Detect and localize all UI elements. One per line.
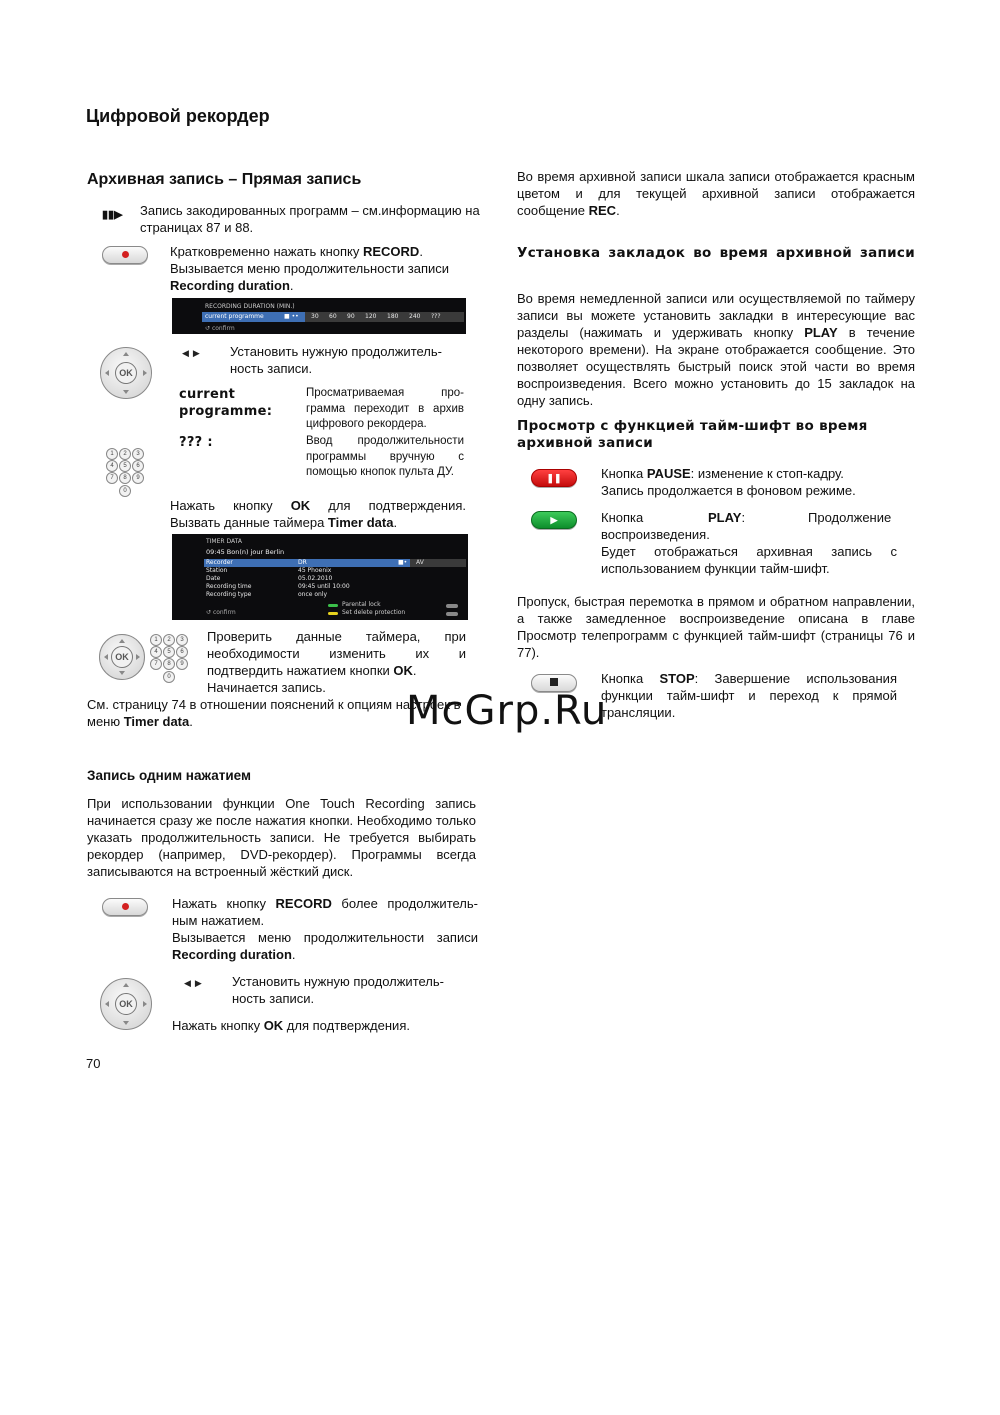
arrow-note-icon: ▮▮▶ — [102, 209, 123, 221]
one-touch-paragraph: При использовании функции One Touch Recording запись начинается сразу же после нажатия кнопки. Необходимо только указать продолжительность записи. Не требуется выбирать рекордер (например, DVD-рекордер). Программы всегда записываются на встроенный жёсткий диск. — [87, 796, 476, 879]
osd-confirm: ↺ confirm — [205, 325, 235, 332]
note-text: Запись закодированных программ – см.информацию на страницах 87 и 88. — [140, 203, 480, 235]
navigation-pad-icon: OK — [100, 347, 152, 399]
stop-text: Кнопка STOP: Завершение использования функции тайм-шифт и переход к прямой трансляции. — [601, 671, 897, 720]
check-timer-text: Проверить данные таймера, при необходимости изменить их и подтвердить нажатием кнопки OK. — [207, 629, 466, 678]
play-timeshift-text: Будет отображаться архивная запись с использованием функции тайм-шифт. — [601, 544, 897, 576]
record-button-icon — [102, 246, 148, 264]
timer-data-screenshot — [172, 534, 468, 620]
watermark-text: McGrp.Ru — [406, 688, 608, 734]
number-keypad-icon: 1 2 3 4 5 6 7 8 9 0 — [106, 448, 146, 500]
recording-starts-text: Начинается запись. — [207, 680, 326, 695]
osd-timer-subtitle: 09:45 Bon(n) jour Berlin — [206, 548, 285, 556]
otr-step-3: Recording duration. — [172, 947, 296, 962]
osd-row-recorder-value: DR — [298, 559, 307, 566]
osd-option-toggle-icon — [446, 612, 458, 616]
see-page-text: См. страницу 74 в отношении пояснений к опциям настроек в меню Timer data. — [87, 697, 461, 729]
play-key-name: PLAY: — [708, 510, 746, 525]
osd-parental-lock: Parental lock — [342, 601, 381, 608]
osd-current-programme: current programme — [205, 313, 264, 320]
section-title-timeshift: Просмотр с функцией тайм-шифт во время архивной записи — [517, 418, 868, 451]
confirm-ok-text: Нажать кнопку OK для подтверждения. — [170, 498, 466, 513]
set-duration-text: Установить нужную продолжитель-ность записи. — [230, 344, 442, 376]
page-number: 70 — [86, 1056, 101, 1071]
section-title-bookmarks: Установка закладок во время архивной записи — [517, 245, 915, 261]
navigation-pad-icon: OK — [99, 634, 145, 680]
osd-timer-title: TIMER DATA — [206, 538, 242, 545]
osd-green-key-icon — [328, 604, 338, 607]
record-step-3: Recording duration. — [170, 278, 294, 293]
page-title: Цифровой рекордер — [86, 106, 270, 126]
osd-duration-240: 240 — [409, 313, 421, 320]
osd-rec-glyph-icon: ■ •• — [284, 313, 299, 320]
timer-data-text: Вызвать данные таймера Timer data. — [170, 515, 398, 530]
osd-row-time-value: 09:45 until 10:00 — [298, 583, 350, 590]
number-keypad-icon: 1 2 3 4 5 6 7 8 9 0 — [150, 634, 190, 686]
osd-duration-title: RECORDING DURATION (MIN.) — [205, 303, 295, 310]
play-continue: Продолжение — [808, 510, 892, 525]
play-label: Кнопка — [601, 510, 644, 525]
record-button-icon — [102, 898, 148, 916]
osd-duration-90: 90 — [347, 313, 355, 320]
osd-row-date-value: 05.02.2010 — [298, 575, 333, 582]
def-current-programme-term: current programme: — [179, 387, 273, 419]
otr-set-duration-text: Установить нужную продолжитель-ность записи. — [232, 974, 444, 1006]
def-manual-term: ??? : — [179, 435, 213, 450]
def-current-programme-desc: Просматриваемая про-грамма переходит в архив цифрового рекордера. — [306, 387, 464, 430]
section-title-archive-recording: Архивная запись – Прямая запись — [87, 171, 362, 188]
def-manual-desc: Ввод продолжительности программы вручную с помощью кнопок пульта ДУ. — [306, 435, 464, 478]
left-right-arrows-icon: ◀▶ — [182, 348, 204, 358]
recording-duration-screenshot — [172, 298, 466, 334]
play-button-icon: ▶ — [531, 511, 577, 529]
otr-confirm-text: Нажать кнопку OK для подтверждения. — [172, 1018, 410, 1033]
pause-button-icon: ❚❚ — [531, 469, 577, 487]
osd-row-recorder-extra: AV — [416, 559, 424, 566]
bookmarks-paragraph: Во время немедленной записи или осуществляемой по таймеру записи вы можете установить закладки в интересующие вас разделы (нажимать и удерживать кнопку PLAY в течение некоторого времени). На экране отображается сообщение. Это позволяет осуществлять быстрый поиск этой части во время воспроизведения. Всего можно установить до 15 закладок на одну запись. — [517, 291, 915, 408]
osd-yellow-key-icon — [328, 612, 338, 615]
osd-option-toggle-icon — [446, 604, 458, 608]
navigation-pad-icon: OK — [100, 978, 152, 1030]
osd-row-station-value: 45 Phoenix — [298, 567, 332, 574]
osd-row-station-label: Station — [206, 567, 228, 574]
pause-text-2: Запись продолжается в фоновом режиме. — [601, 483, 856, 498]
osd-delete-protection: Set delete protection — [342, 609, 406, 616]
osd-duration-120: 120 — [365, 313, 377, 320]
otr-step-1: Нажать кнопку RECORD более продолжитель-ным нажатием. — [172, 896, 478, 928]
osd-row-time-label: Recording time — [206, 583, 252, 590]
osd-row-recorder-label: Recorder — [206, 559, 233, 566]
left-right-arrows-icon: ◀▶ — [184, 978, 206, 988]
osd-timer-confirm: ↺ confirm — [206, 609, 236, 616]
play-playback: воспроизведения. — [601, 527, 710, 542]
osd-duration-180: 180 — [387, 313, 399, 320]
record-step-1: Кратковременно нажать кнопку RECORD. — [170, 244, 423, 259]
osd-duration-30: 30 — [311, 313, 319, 320]
skip-paragraph: Пропуск, быстрая перемотка в прямом и обратном направлении, а также замедленное воспроизведение описана в главе Просмотр телепрограмм с функцией тайм-шифт (страницы 76 и 77). — [517, 594, 915, 660]
osd-row-type-label: Recording type — [206, 591, 252, 598]
section-title-one-touch: Запись одним нажатием — [87, 768, 251, 783]
osd-duration-60: 60 — [329, 313, 337, 320]
osd-duration-unknown: ??? — [431, 313, 441, 320]
otr-step-2: Вызывается меню продолжительности записи — [172, 930, 478, 945]
archive-intro-paragraph: Во время архивной записи шкала записи отображается красным цветом и для текущей архивной записи отображается сообщение REC. — [517, 169, 915, 218]
osd-row-recorder-glyph-icon: ■• — [398, 559, 408, 566]
record-step-2: Вызывается меню продолжительности записи — [170, 261, 450, 276]
osd-row-date-label: Date — [206, 575, 221, 582]
osd-row-type-value: once only — [298, 591, 328, 598]
pause-text: Кнопка PAUSE: изменение к стоп-кадру. — [601, 466, 844, 481]
